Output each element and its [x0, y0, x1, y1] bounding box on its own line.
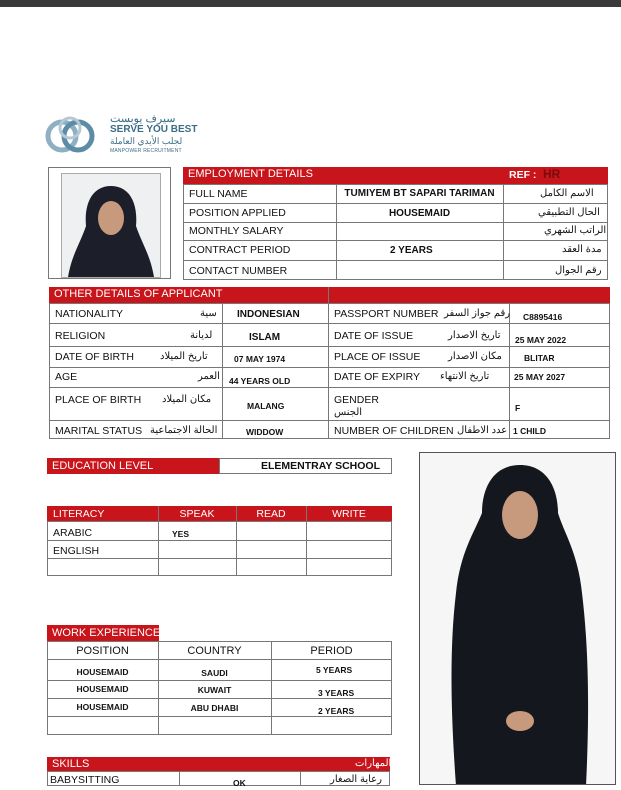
date-of-issue-arabic: تاريخ الاصدار	[448, 330, 501, 341]
date-of-birth-label: DATE OF BIRTH	[55, 351, 134, 363]
full-name-value: TUMIYEM BT SAPARI TARIMAN	[344, 188, 495, 199]
religion-label: RELIGION	[55, 330, 106, 342]
literacy-row-line	[47, 558, 392, 559]
logo-english-subtitle: MANPOWER RECRUITMENT	[110, 148, 182, 154]
date-of-expiry-arabic: تاريخ الانتهاء	[440, 371, 490, 382]
contract-period-value: 2 YEARS	[390, 245, 433, 256]
skills-header	[47, 757, 390, 771]
literacy-divider	[236, 506, 237, 576]
work-row-country: ABU DHABI	[190, 703, 239, 713]
literacy-row-line	[47, 540, 392, 541]
contract-period-label: CONTRACT PERIOD	[189, 244, 291, 256]
employment-row-line	[183, 240, 608, 241]
religion-arabic: لديانة	[190, 330, 213, 341]
position-applied-label: POSITION APPLIED	[189, 207, 286, 219]
work-experience-title: WORK EXPERIENCE	[52, 627, 161, 639]
position-applied-arabic: الحال التطبيقي	[538, 207, 600, 218]
employment-details-title: EMPLOYMENT DETAILS	[188, 168, 313, 180]
other-row-line	[49, 420, 610, 421]
skill-value: OK	[233, 778, 246, 788]
education-level-label: EDUCATION LEVEL	[52, 460, 154, 472]
contact-number-label: CONTACT NUMBER	[189, 265, 288, 277]
gender-value: F	[515, 403, 521, 413]
full-name-label: FULL NAME	[189, 188, 248, 200]
literacy-header-label: LITERACY	[53, 508, 105, 520]
nationality-arabic: سية	[200, 308, 217, 319]
religion-value: ISLAM	[249, 332, 281, 343]
place-of-issue-arabic: مكان الاصدار	[448, 351, 502, 362]
age-arabic: العمر	[198, 371, 220, 382]
work-row-position: HOUSEMAID	[76, 667, 129, 677]
ref-label: REF :	[509, 169, 537, 181]
employment-row-line	[183, 203, 608, 204]
literacy-speak-value: YES	[172, 529, 190, 539]
company-logo	[44, 113, 198, 162]
nationality-label: NATIONALITY	[55, 308, 124, 320]
logo-arabic-name: سيرف يوبست	[110, 113, 176, 125]
full-body-silhouette-icon	[420, 453, 616, 785]
logo-english-name: SERVE YOU BEST	[110, 124, 198, 135]
passport-number-label: PASSPORT NUMBER	[334, 308, 439, 320]
marital-status-arabic: الحالة الاجتماعية	[150, 425, 218, 436]
place-of-birth-arabic: مكان الميلاد	[162, 394, 212, 405]
literacy-divider	[158, 506, 159, 576]
other-divider	[328, 287, 329, 439]
work-period-header: PERIOD	[310, 645, 353, 657]
place-of-birth-label: PLACE OF BIRTH	[55, 394, 142, 406]
other-details-header	[49, 287, 610, 303]
marital-status-value: WIDDOW	[246, 427, 284, 437]
skills-arabic-title: المهارات	[355, 758, 392, 769]
work-position-header: POSITION	[76, 645, 129, 657]
read-header: READ	[256, 508, 286, 520]
date-of-expiry-label: DATE OF EXPIRY	[334, 371, 420, 383]
monthly-salary-label: MONTHLY SALARY	[189, 225, 284, 237]
place-of-birth-value: MALANG	[247, 401, 285, 411]
literacy-divider	[306, 506, 307, 576]
work-row-period: 3 YEARS	[318, 688, 355, 698]
gender-arabic: الجنس	[334, 407, 363, 418]
work-row-period: 5 YEARS	[316, 665, 353, 675]
literacy-language: ARABIC	[53, 527, 93, 539]
portrait-silhouette-icon	[62, 174, 160, 277]
work-row-line	[47, 680, 392, 681]
full-name-arabic: الاسم الكامل	[540, 188, 594, 199]
literacy-language: ENGLISH	[53, 545, 100, 557]
date-of-birth-arabic: تاريخ الميلاد	[160, 351, 208, 362]
contact-number-arabic: رقم الجوال	[555, 265, 602, 276]
passport-number-arabic: رقم جواز السفر	[444, 308, 511, 319]
work-row-position: HOUSEMAID	[76, 684, 129, 694]
employment-row-line	[183, 260, 608, 261]
other-row-line	[49, 387, 610, 388]
number-of-children-label: NUMBER OF CHILDREN	[334, 425, 454, 437]
date-of-expiry-value: 25 MAY 2027	[514, 372, 566, 382]
work-country-header: COUNTRY	[187, 645, 242, 657]
speak-header: SPEAK	[179, 508, 215, 520]
applicant-photo-full	[419, 452, 616, 785]
age-value: 44 YEARS OLD	[229, 376, 291, 386]
passport-number-value: C8895416	[523, 312, 563, 322]
number-of-children-arabic: عدد الاطفال	[457, 425, 508, 436]
date-of-issue-label: DATE OF ISSUE	[334, 330, 414, 342]
work-experience-header	[47, 625, 159, 641]
nationality-value: INDONESIAN	[237, 309, 300, 320]
other-row-line	[49, 367, 610, 368]
skills-title: SKILLS	[52, 758, 90, 770]
date-of-birth-value: 07 MAY 1974	[234, 354, 286, 364]
employment-divider	[503, 184, 504, 280]
work-row-position: HOUSEMAID	[76, 702, 129, 712]
age-label: AGE	[55, 371, 78, 383]
position-applied-value: HOUSEMAID	[388, 208, 451, 219]
employment-row-line	[183, 222, 608, 223]
skill-label: BABYSITTING	[50, 774, 120, 786]
work-row-country: SAUDI	[201, 668, 228, 678]
work-row-line	[47, 659, 392, 660]
monthly-salary-arabic: الراتب الشهري	[544, 225, 607, 236]
number-of-children-value: 1 CHILD	[513, 426, 547, 436]
logo-rings-icon	[44, 114, 104, 160]
marital-status-label: MARITAL STATUS	[55, 425, 143, 437]
date-of-issue-value: 25 MAY 2022	[515, 335, 567, 345]
ref-value: HR	[543, 167, 561, 181]
skills-divider	[300, 771, 301, 786]
top-bar	[0, 0, 621, 7]
skills-divider	[179, 771, 180, 786]
education-level-value: ELEMENTRAY SCHOOL	[261, 460, 381, 472]
place-of-issue-value: BLITAR	[524, 353, 555, 363]
applicant-photo-small	[48, 167, 171, 279]
other-details-title: OTHER DETAILS OF APPLICANT	[54, 288, 223, 300]
logo-arabic-subtitle: لجلب الأيدي العاملة	[110, 136, 183, 146]
skill-arabic: رعاية الصغار	[330, 774, 382, 785]
education-level-header	[47, 458, 219, 474]
work-row-country: KUWAIT	[197, 685, 232, 695]
place-of-issue-label: PLACE OF ISSUE	[334, 351, 421, 363]
gender-label: GENDER	[334, 394, 379, 406]
contract-period-arabic: مدة العقد	[562, 244, 602, 255]
write-header: WRITE	[332, 508, 366, 520]
work-row-period: 2 YEARS	[318, 706, 355, 716]
